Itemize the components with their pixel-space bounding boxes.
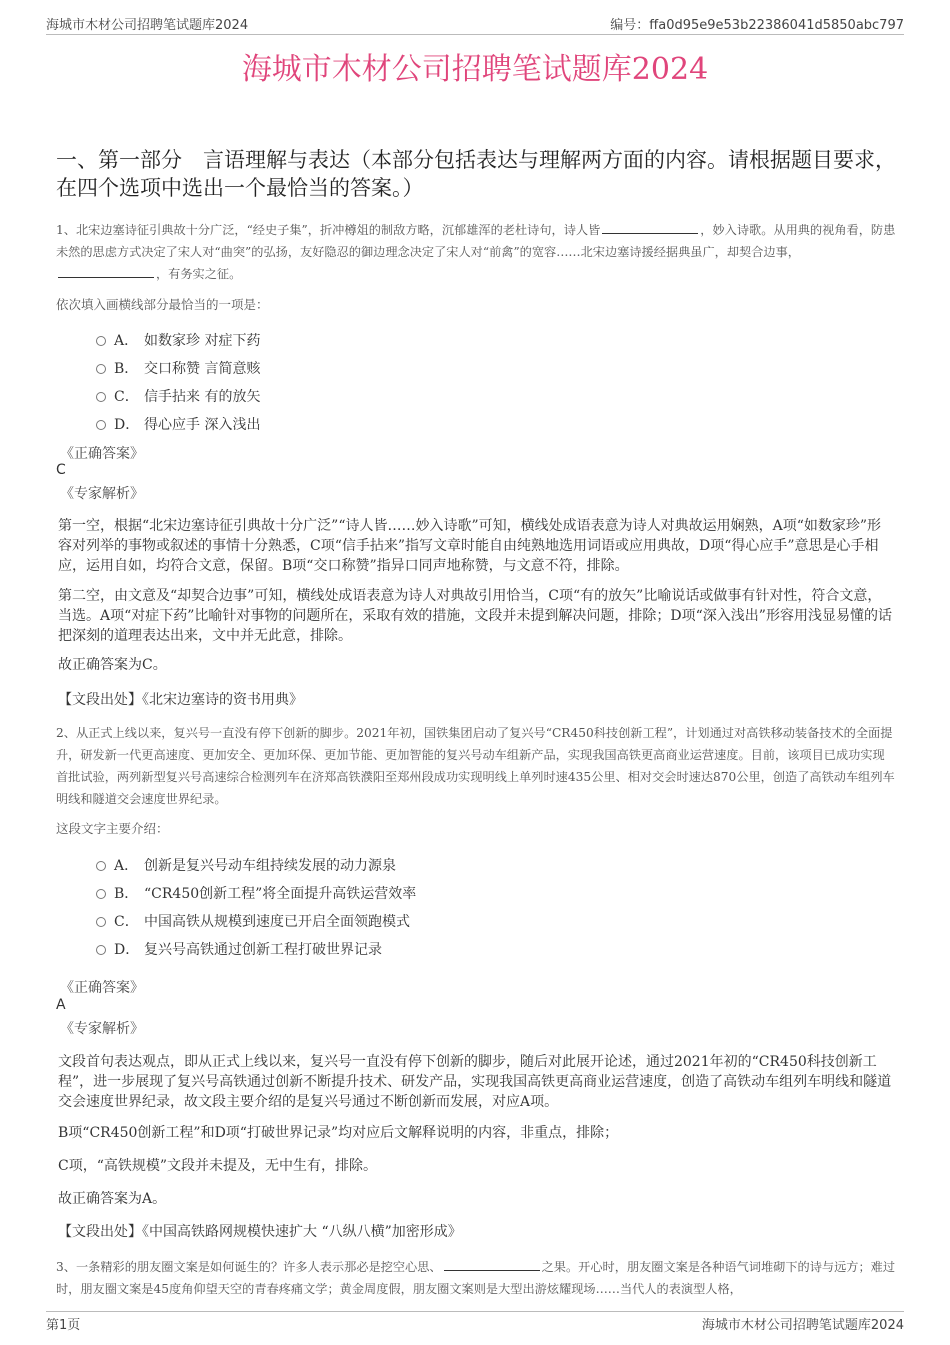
- radio-icon[interactable]: [96, 889, 106, 899]
- analysis-conclusion: 故正确答案为C。: [58, 657, 167, 673]
- analysis-source: 【文段出处】《北宋边塞诗的资书用典》: [58, 692, 303, 708]
- option-key: C．: [114, 914, 139, 930]
- option-key: A．: [114, 858, 139, 874]
- q1-text-part1: 1、北宋边塞诗征引典故十分广泛，“经史子集”，折冲樽俎的制敌方略，沉郁雄浑的老杜诗句，诗人皆: [56, 223, 601, 237]
- fill-blank: [444, 1258, 540, 1271]
- question-2-stem: 2、从正式上线以来，复兴号一直没有停下创新的脚步。2021年初，国铁集团启动了复兴号“CR450科技创新工程”，计划通过对高铁移动装备技术的全面提升，研发新一代更高速度、更加安全、更加环保、更加节能、更加智能的复兴号动车组新产品，实现我国高铁更高商业运营速度。目前，该项目已成功实现首批试验，两列新型复兴号高速综合检测列车在济郑高铁濮阳至郑州段成功实现明线上单列时速435公里、相对交会时速达870公里，创造了高铁动车组列车明线和隧道交会速度世界纪录。: [56, 726, 895, 806]
- analysis-paragraph: 第二空，由文意及“却契合边事”可知，横线处成语表意为诗人对典故引用恰当，C项“有的放矢”比喻说话或做事有针对性，符合文意，当选。A项“对症下药”比喻针对事物的问题所在，采取有效的措施，文段并未提到解决问题，排除；D项“深入浅出”形容用浅显易懂的话把深刻的道理表达出来，文中并无此意，排除。: [58, 588, 892, 644]
- radio-icon[interactable]: [96, 917, 106, 927]
- option-b[interactable]: [96, 883, 416, 903]
- option-d[interactable]: [96, 939, 382, 959]
- option-key: B．: [114, 886, 139, 902]
- analysis-label: 《专家解析》: [60, 486, 144, 502]
- question-2-prompt: 这段文字主要介绍：: [56, 821, 169, 836]
- radio-icon[interactable]: [96, 945, 106, 955]
- question-1-stem: [56, 219, 896, 285]
- option-text: 交口称赞 言简意赅: [144, 361, 261, 377]
- option-text: 创新是复兴号动车组持续发展的动力源泉: [144, 858, 396, 874]
- option-key: B．: [114, 361, 139, 377]
- page-header: [46, 14, 904, 34]
- option-text: 如数家珍 对症下药: [144, 333, 261, 349]
- radio-icon[interactable]: [96, 364, 106, 374]
- option-key: D．: [114, 942, 140, 958]
- radio-icon[interactable]: [96, 392, 106, 402]
- option-a[interactable]: [96, 855, 396, 875]
- analysis-paragraph: 文段首句表达观点，即从正式上线以来，复兴号一直没有停下创新的脚步，随后对此展开论述，通过2021年初的“CR450科技创新工程”，进一步展现了复兴号高铁通过创新不断提升技术、研发产品，实现我国高铁更高商业运营速度，创造了高铁动车组列车明线和隧道交会速度世界纪录，故文段主要介绍的是复兴号通过不断创新而发展，对应A项。: [58, 1054, 892, 1110]
- option-text: 复兴号高铁通过创新工程打破世界记录: [144, 942, 382, 958]
- option-key: D．: [114, 417, 140, 433]
- option-d[interactable]: [96, 414, 260, 434]
- option-text: “CR450创新工程”将全面提升高铁运营效率: [144, 886, 417, 902]
- q3-text-part1: 3、一条精彩的朋友圈文案是如何诞生的？许多人表示那必是挖空心思、: [56, 1260, 442, 1274]
- option-text: 得心应手 深入浅出: [144, 417, 261, 433]
- answer-label: 《正确答案》: [60, 980, 144, 996]
- page-number: 第1页: [46, 1318, 81, 1333]
- q1-text-part2: ，妙入诗歌。从用典的视角看，防患未然的思虑方式决定了宋人对“曲突”的弘扬，友好隐忍的御边理念决定了宋人对“前禽”的宽容……北宋边塞诗援经据典虽广，却契合边事，: [56, 223, 896, 259]
- section-heading: 一、第一部分 言语理解与表达（本部分包括表达与理解两方面的内容。请根据题目要求，在四个选项中选出一个最恰当的答案。）: [56, 148, 896, 200]
- header-divider: [46, 34, 904, 35]
- option-a[interactable]: [96, 330, 260, 350]
- option-c[interactable]: [96, 386, 260, 406]
- fill-blank: [602, 221, 698, 234]
- analysis-paragraph: B项“CR450创新工程”和D项“打破世界记录”均对应后文解释说明的内容，非重点，排除；: [58, 1125, 619, 1141]
- analysis-paragraph: C项，“高铁规模”文段并未提及，无中生有，排除。: [58, 1158, 378, 1174]
- header-doc-id: 编号：ffa0d95e9e53b22386041d5850abc797: [610, 18, 904, 33]
- question-3-stem: [56, 1256, 896, 1300]
- option-c[interactable]: [96, 911, 410, 931]
- page-title: 海城市木材公司招聘笔试题库2024: [241, 52, 709, 87]
- q3-text-part2: 之果。开心时，朋友圈文案是各种语气词堆砌下的诗与远方；难过时，朋友圈文案是45度角仰望天空的青春疼痛文学；黄金周度假，朋友圈文案则是大型出游炫耀现场……当代人的表演型人格，: [56, 1260, 896, 1296]
- option-text: 信手拈来 有的放矢: [144, 389, 261, 405]
- radio-icon[interactable]: [96, 420, 106, 430]
- analysis-paragraph: 第一空，根据“北宋边塞诗征引典故十分广泛”“诗人皆……妙入诗歌”可知，横线处成语表意为诗人对典故运用娴熟，A项“如数家珍”形容对列举的事物或叙述的事情十分熟悉，C项“信手拈来”指写文章时能自由纯熟地选用词语或应用典故，D项“得心应手”意思是心手相应，运用自如，均符合文意，保留。B项“交口称赞”指异口同声地称赞，与文意不符，排除。: [58, 518, 882, 574]
- page-footer: [46, 1314, 904, 1334]
- analysis-source: 【文段出处】《中国高铁路网规模快速扩大 “八纵八横”加密形成》: [58, 1224, 462, 1240]
- q1-text-part3: ，有务实之征。: [156, 267, 242, 281]
- header-title: 海城市木材公司招聘笔试题库2024: [46, 18, 249, 33]
- option-text: 中国高铁从规模到速度已开启全面领跑模式: [144, 914, 410, 930]
- radio-icon[interactable]: [96, 336, 106, 346]
- option-key: A．: [114, 333, 139, 349]
- radio-icon[interactable]: [96, 861, 106, 871]
- option-b[interactable]: [96, 358, 260, 378]
- footer-divider: [46, 1311, 904, 1312]
- footer-title: 海城市木材公司招聘笔试题库2024: [701, 1318, 904, 1333]
- answer-value: A: [56, 997, 66, 1013]
- fill-blank: [58, 265, 154, 278]
- answer-value: C: [56, 462, 66, 478]
- option-key: C．: [114, 389, 139, 405]
- question-1-prompt: 依次填入画横线部分最恰当的一项是：: [56, 297, 269, 312]
- analysis-label: 《专家解析》: [60, 1021, 144, 1037]
- analysis-conclusion: 故正确答案为A。: [58, 1191, 167, 1207]
- answer-label: 《正确答案》: [60, 446, 144, 462]
